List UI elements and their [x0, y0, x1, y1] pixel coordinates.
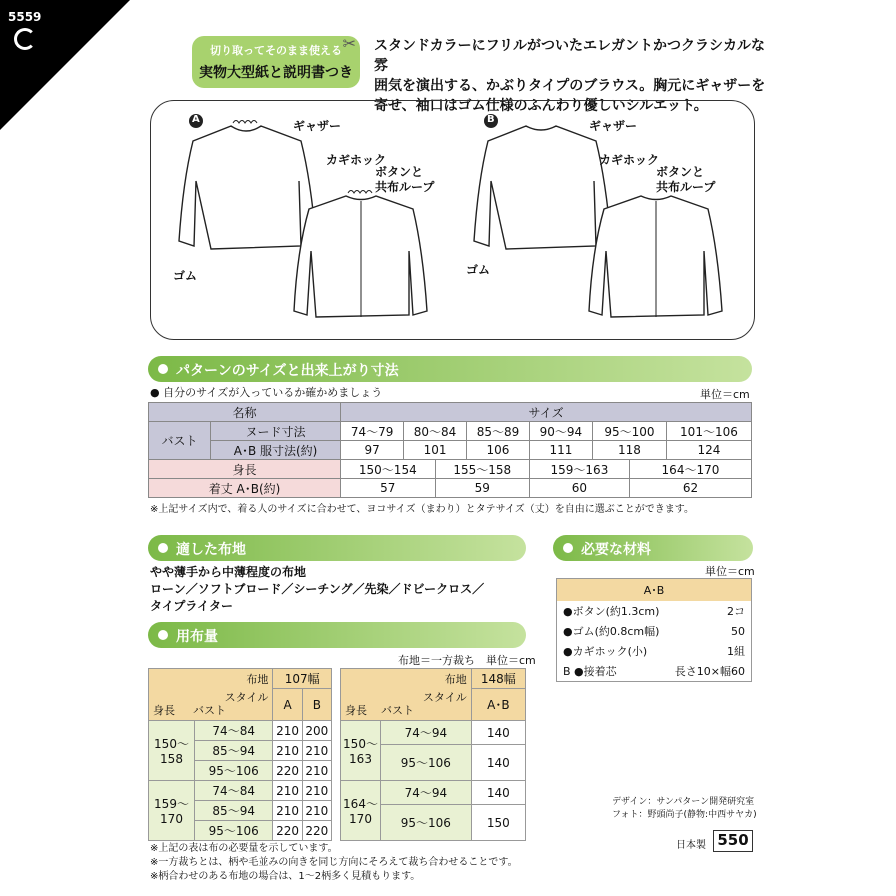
gather-label-a: ギャザー: [293, 119, 342, 133]
bullet-icon: [563, 543, 573, 553]
size-footnote: ※上記サイズ内で、着る人のサイズに合わせて、ヨコサイズ（まわり）とタテサイズ（丈）を自由に選ぶことができます。: [150, 504, 694, 515]
bust-range: 74〜84: [195, 721, 273, 741]
material-section-header: [553, 535, 753, 561]
bullet-icon: [158, 630, 168, 640]
made-in: 日本製: [676, 840, 706, 851]
photo-credit: フォト：野頭尚子(静物:中西サヤカ): [612, 810, 757, 820]
material-label: ●ボタン(約1.3cm): [563, 605, 660, 618]
length-value: 59: [435, 479, 529, 498]
length-value: 60: [529, 479, 629, 498]
style-label: スタイル: [422, 691, 467, 704]
width-107: 107幅: [273, 669, 332, 689]
yardage-a: 210: [273, 721, 302, 741]
length-label: 着丈 A･B(約): [149, 479, 341, 498]
bust-label: バスト: [149, 422, 211, 460]
yardage-note: ※一方裁ちとは、柄や毛並みの向きを同じ方向にそろえて裁ち合わせることです。: [150, 857, 518, 868]
material-unit: 単位＝cm: [705, 565, 755, 578]
yardage-ab: 140: [471, 745, 525, 781]
style-a-label: A: [192, 114, 200, 125]
material-value: 50: [731, 624, 745, 638]
yardage-table-107: [148, 668, 332, 841]
style-label: スタイル: [224, 691, 269, 704]
fabric-line: ローン／ソフトブロード／シーチング／先染／ドビークロス／: [150, 582, 485, 596]
yardage-a: 210: [273, 801, 302, 821]
height-group: 164〜170: [341, 781, 381, 841]
size-note-text: 自分のサイズが入っているか確かめましょう: [163, 386, 383, 399]
garment-value: 97: [341, 441, 404, 460]
yardage-note: ※上記の表は布の必要量を示しています。: [150, 843, 338, 854]
bust-label: バスト: [193, 704, 226, 717]
garment-value: 111: [529, 441, 592, 460]
yardage-b: 210: [302, 741, 331, 761]
col-b: B: [302, 689, 331, 721]
material-rows: [557, 601, 751, 681]
nude-value: 95〜100: [592, 422, 666, 441]
yardage-notes: [150, 842, 518, 884]
yardage-a: 220: [273, 761, 302, 781]
yardage-b: 200: [302, 721, 331, 741]
size-header: サイズ: [341, 403, 752, 422]
yardage-table-148: [340, 668, 526, 841]
nude-value: 80〜84: [404, 422, 467, 441]
col-ab: A･B: [471, 689, 525, 721]
yardage-a: 210: [273, 741, 302, 761]
pill-line1: 切り取ってそのまま使える: [210, 44, 342, 57]
nude-value: 74〜79: [341, 422, 404, 441]
garment-value: 106: [467, 441, 530, 460]
nude-value: 90〜94: [529, 422, 592, 441]
gather-label-b: ギャザー: [589, 119, 638, 133]
fabric-line: タイプライター: [150, 599, 234, 613]
yardage-b: 220: [302, 821, 331, 841]
yardage-section-title: 用布量: [176, 629, 218, 645]
bust-range: 74〜94: [381, 721, 472, 745]
height-value: 159〜163: [529, 460, 629, 479]
bullet-icon: [158, 543, 168, 553]
design-credit: デザイン：サンパターン開発研究室: [612, 797, 755, 807]
style-b-label: B: [487, 114, 495, 125]
height-group: 159〜170: [149, 781, 195, 841]
material-label: B ●接着芯: [563, 665, 617, 678]
bust-label: バスト: [381, 704, 414, 717]
intro-line: スタンドカラーにフリルがついたエレガントかつクラシカルな雰: [374, 38, 766, 74]
yardage-ab: 140: [471, 721, 525, 745]
fabric-label: 布地: [444, 673, 467, 686]
height-value: 155〜158: [435, 460, 529, 479]
intro-line: 囲気を演出する、かぶりタイプのブラウス。胸元にギャザーを: [374, 78, 766, 94]
pill-line2: 実物大型紙と説明書つき: [199, 65, 353, 81]
size-section-title: パターンのサイズと出来上がり寸法: [176, 363, 399, 379]
bust-range: 95〜106: [381, 805, 472, 841]
material-value: 2コ: [727, 605, 745, 618]
length-value: 62: [629, 479, 751, 498]
length-value: 57: [341, 479, 435, 498]
bust-range: 74〜84: [195, 781, 273, 801]
intro-line: 寄せ、袖口はゴム仕様のふんわり優しいシルエット。: [374, 98, 708, 114]
fabric-list: [150, 564, 484, 615]
yardage-corner: [149, 669, 273, 721]
illustration-panel: [150, 100, 755, 340]
hook-label-b: カギホック: [599, 153, 660, 167]
yardage-note: ※柄合わせのある布地の場合は、1〜2柄多く見積もります。: [150, 871, 421, 882]
material-header: A･B: [557, 579, 751, 601]
bust-range: 95〜106: [195, 821, 273, 841]
scissors-icon: ✂: [342, 34, 356, 53]
size-note: ● 自分のサイズが入っているか確かめましょう: [150, 386, 383, 399]
garment-label: A･B 服寸法(約): [211, 441, 341, 460]
material-value: 長さ10×幅60: [674, 665, 745, 678]
yardage-a: 210: [273, 781, 302, 801]
logo-icon: [14, 28, 36, 50]
nude-value: 85〜89: [467, 422, 530, 441]
material-label: ●カギホック(小): [563, 645, 648, 658]
yardage-b: 210: [302, 781, 331, 801]
bust-range: 74〜94: [381, 781, 472, 805]
pattern-code: 5559: [8, 10, 42, 24]
nude-label: ヌード寸法: [211, 422, 341, 441]
height-label: 身長: [345, 704, 367, 717]
fabric-section-title: 適した布地: [176, 542, 246, 558]
feature-pill: [192, 36, 360, 88]
yardage-b: 210: [302, 761, 331, 781]
hook-label-a: カギホック: [326, 153, 387, 167]
bust-range: 95〜106: [195, 761, 273, 781]
yardage-section-header: [148, 622, 526, 648]
yardage-ab: 150: [471, 805, 525, 841]
material-value: 1組: [727, 645, 745, 658]
bust-range: 85〜94: [195, 741, 273, 761]
material-table: [556, 578, 752, 682]
button-label-a1: ボタンと: [375, 165, 424, 179]
size-table: [148, 402, 752, 498]
bust-range: 85〜94: [195, 801, 273, 821]
fabric-lead: やや薄手から中薄程度の布地: [150, 565, 307, 579]
height-label: 身長: [153, 704, 175, 717]
height-value: 150〜154: [341, 460, 435, 479]
yardage-b: 210: [302, 801, 331, 821]
blouse-drawings: [151, 101, 753, 338]
width-148: 148幅: [471, 669, 525, 689]
size-section-header: [148, 356, 752, 382]
credits: [612, 796, 757, 822]
elastic-label-b: ゴム: [466, 263, 491, 277]
material-label: ●ゴム(約0.8cm幅): [563, 625, 660, 638]
yardage-subnote: 布地＝一方裁ち 単位＝cm: [398, 654, 536, 667]
size-name-header: 名称: [149, 403, 341, 422]
height-group: 150〜158: [149, 721, 195, 781]
garment-value: 124: [666, 441, 751, 460]
fabric-section-header: [148, 535, 526, 561]
garment-value: 118: [592, 441, 666, 460]
fabric-label: 布地: [246, 673, 269, 686]
bust-range: 95〜106: [381, 745, 472, 781]
garment-value: 101: [404, 441, 467, 460]
yardage-ab: 140: [471, 781, 525, 805]
height-value: 164〜170: [629, 460, 751, 479]
button-label-b2: 共布ループ: [656, 180, 716, 194]
price-box: 550: [713, 830, 753, 852]
height-group: 150〜163: [341, 721, 381, 781]
button-label-b1: ボタンと: [656, 165, 705, 179]
yardage-corner: [341, 669, 472, 721]
yardage-a: 220: [273, 821, 302, 841]
elastic-label-a: ゴム: [173, 269, 198, 283]
bullet-icon: [158, 364, 168, 374]
height-label: 身長: [149, 460, 341, 479]
size-unit: 単位＝cm: [700, 388, 750, 401]
material-section-title: 必要な材料: [581, 542, 651, 558]
button-label-a2: 共布ループ: [375, 180, 435, 194]
nude-value: 101〜106: [666, 422, 751, 441]
col-a: A: [273, 689, 302, 721]
